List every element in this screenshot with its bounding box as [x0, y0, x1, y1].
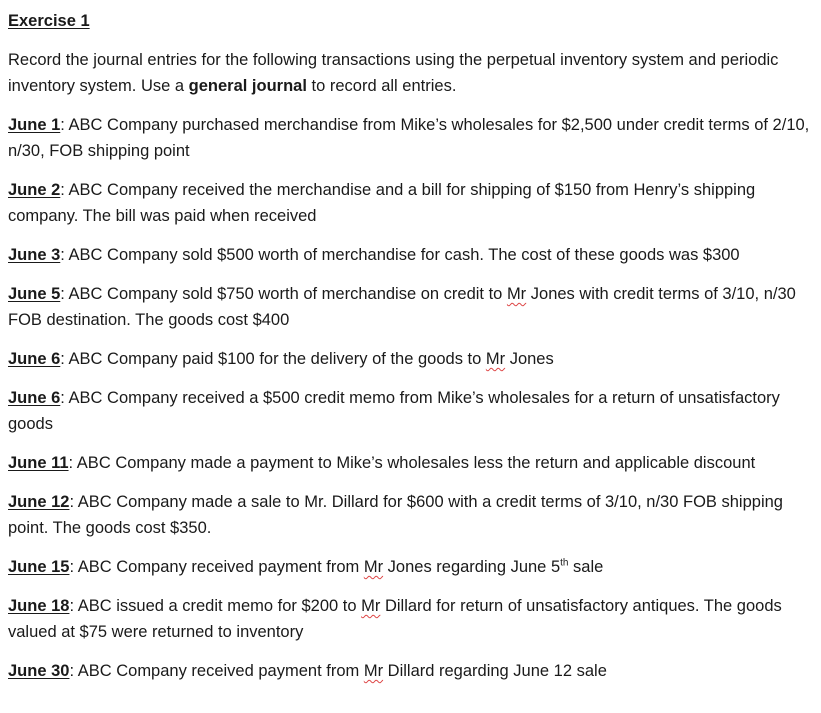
- entry-text: Jones: [505, 350, 554, 368]
- entry-text: : ABC Company sold $750 worth of merchandise on credit to: [60, 285, 507, 303]
- ordinal-suffix: th: [560, 557, 569, 569]
- entry-text: : ABC Company purchased merchandise from Mike’s wholesales for $2,500 under credit terms of 2/10, n/30, FOB shipping point: [8, 116, 810, 160]
- spellcheck-word: Mr: [363, 558, 384, 576]
- intro-text-end: to record all entries.: [306, 77, 457, 95]
- entry-june-12: [8, 489, 816, 541]
- spellcheck-word: Mr: [506, 285, 527, 303]
- entry-june-6-delivery: [8, 346, 816, 372]
- entry-text: : ABC Company sold $500 worth of merchandise for cash. The cost of these goods was $300: [60, 246, 740, 264]
- entry-june-30: [8, 658, 816, 684]
- entry-june-11: [8, 450, 816, 476]
- entry-date: June 11: [8, 454, 69, 472]
- entry-date: June 30: [8, 662, 70, 680]
- entry-text: Dillard regarding June 12 sale: [383, 662, 607, 680]
- exercise-title: Exercise 1: [8, 12, 90, 30]
- entry-text: : ABC Company received payment from: [69, 558, 364, 576]
- entry-text: : ABC Company made a sale to Mr. Dillard for $600 with a credit terms of 3/10, n/30 FOB shipping point. The goods cost $350.: [8, 493, 783, 537]
- spellcheck-word: Mr: [361, 597, 381, 615]
- entry-june-2: [8, 177, 816, 229]
- entry-june-5: [8, 281, 816, 333]
- entry-date: June 2: [8, 181, 61, 199]
- document-body: [8, 8, 816, 697]
- entry-june-18: [8, 593, 816, 645]
- entry-text: : ABC Company received a $500 credit memo from Mike’s wholesales for a return of unsatisfactory goods: [8, 389, 780, 433]
- entry-text: sale: [568, 558, 604, 576]
- intro-paragraph: [8, 47, 816, 99]
- entry-date: June 5: [8, 285, 61, 303]
- entry-date: June 6: [8, 350, 61, 368]
- entry-june-1: [8, 112, 816, 164]
- entry-text: : ABC issued a credit memo for $200 to: [69, 597, 362, 615]
- entry-text: Jones with credit terms of 3/10, n/30 FOB destination. The goods cost $400: [8, 285, 796, 329]
- entry-june-6-credit-memo: [8, 385, 816, 437]
- entry-date: June 3: [8, 246, 61, 264]
- entry-text: : ABC Company paid $100 for the delivery of the goods to: [60, 350, 486, 368]
- entry-june-3: [8, 242, 816, 268]
- entry-text: : ABC Company made a payment to Mike’s wholesales less the return and applicable discount: [68, 454, 756, 472]
- entry-june-15: [8, 554, 816, 580]
- intro-bold-term: general journal: [188, 77, 307, 95]
- spellcheck-word: Mr: [363, 662, 384, 680]
- intro-text-start: Record the journal entries for the following transactions using the perpetual inventory system and periodic inventory system. Use a: [8, 51, 779, 95]
- entry-text: Dillard for return of unsatisfactory antiques. The goods valued at $75 were returned to inventory: [8, 597, 782, 641]
- entry-date: June 6: [8, 389, 61, 407]
- entry-date: June 12: [8, 493, 70, 511]
- entry-date: June 15: [8, 558, 70, 576]
- entry-text: : ABC Company received payment from: [69, 662, 364, 680]
- entry-text: Jones regarding June 5: [383, 558, 561, 576]
- entry-date: June 1: [8, 116, 61, 134]
- entry-text: : ABC Company received the merchandise and a bill for shipping of $150 from Henry’s shipping company. The bill was paid when received: [8, 181, 756, 225]
- spellcheck-word: Mr: [485, 350, 506, 368]
- entry-date: June 18: [8, 597, 70, 615]
